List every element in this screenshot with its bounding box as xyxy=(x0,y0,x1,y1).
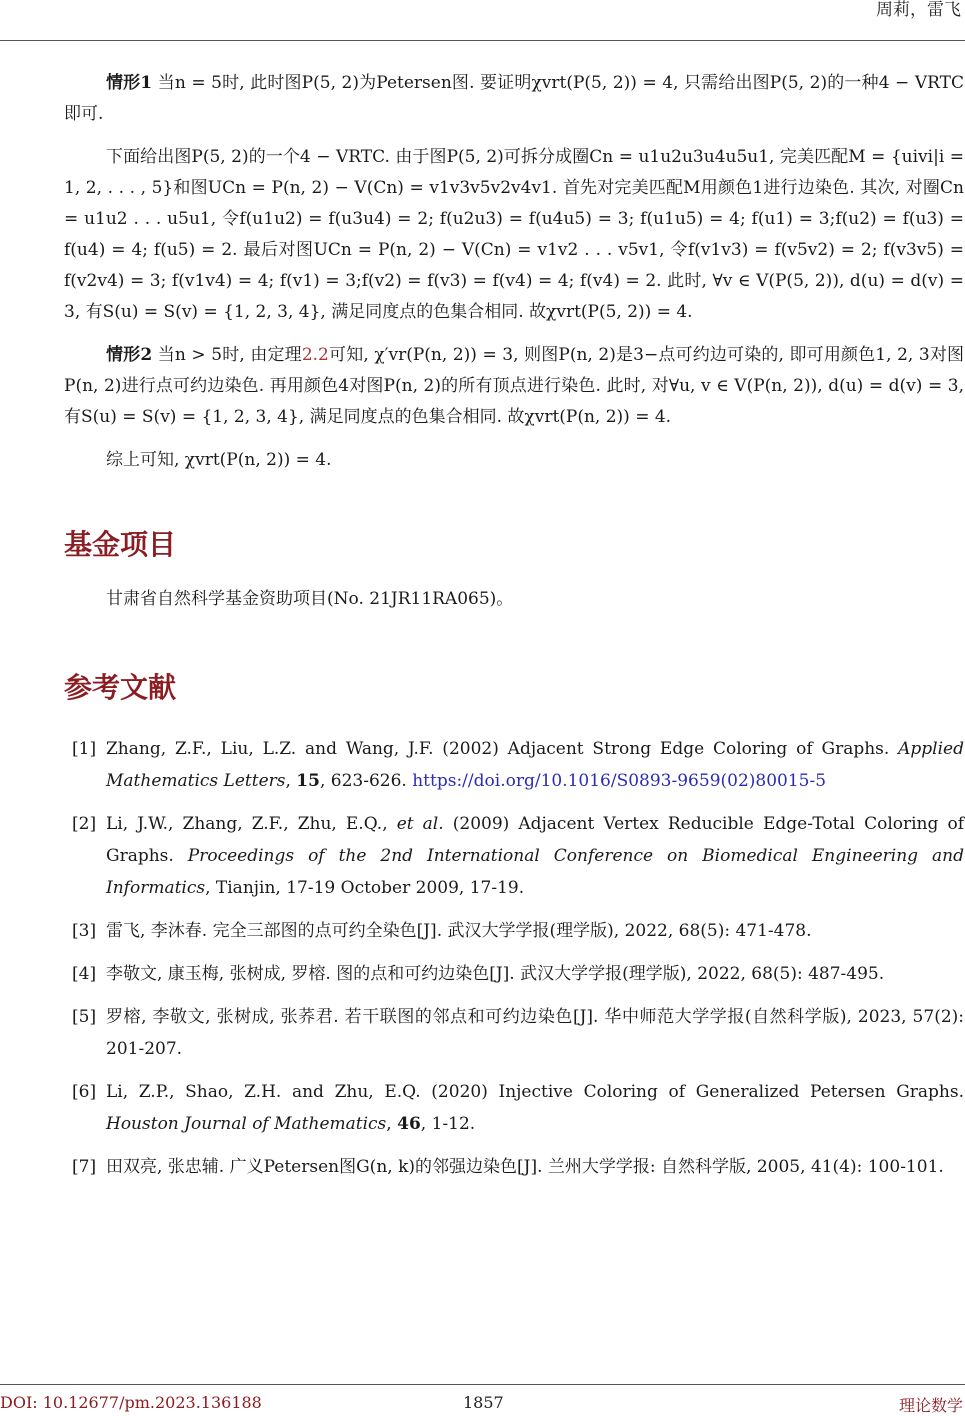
reference-title: (2009) Adjacent Vertex Reducible Edge-Total Coloring of Graphs. xyxy=(106,814,964,866)
reference-sep: , xyxy=(285,771,297,791)
reference-list xyxy=(64,733,964,1183)
reference-number: [2] xyxy=(72,814,97,834)
reference-doi-link[interactable]: https://doi.org/10.1016/S0893-9659(02)80015-5 xyxy=(412,771,827,791)
case2-label: 情形2 xyxy=(106,345,153,365)
case2-paragraph xyxy=(64,340,964,433)
reference-text: 罗榕, 李敬文, 张树成, 张荞君. 若干联图的邻点和可约边染色[J]. 华中师范大学学报(自然科学版), 2023, 57(2): 201-207. xyxy=(106,1007,964,1059)
reference-text: Li, J.W., Zhang, Z.F., Zhu, E.Q., xyxy=(106,814,397,834)
page-number: 1857 xyxy=(463,1393,504,1412)
reference-number: [1] xyxy=(72,739,97,759)
reference-etal: et al. xyxy=(396,814,444,834)
reference-text: 田双亮, 张忠辅. 广义Petersen图G(n, k)的邻强边染色[J]. 兰州大学学报: 自然科学版, 2005, 41(4): 100-101. xyxy=(106,1157,944,1177)
theorem-link[interactable]: 2.2 xyxy=(301,345,329,365)
reference-item xyxy=(64,733,964,797)
footer-journal-link[interactable]: 理论数学 xyxy=(898,1396,963,1415)
reference-text: Li, Z.P., Shao, Z.H. and Zhu, E.Q. (2020) Injective Coloring of Generalized Petersen Graphs. xyxy=(106,1082,964,1102)
summary-paragraph: 综上可知, χvrt(P(n, 2)) = 4. xyxy=(106,450,332,470)
reference-pages: , 1-12. xyxy=(420,1114,476,1134)
footer-rule xyxy=(0,1384,965,1385)
reference-item xyxy=(64,1151,964,1183)
reference-journal: Applied Mathematics Letters xyxy=(106,739,964,791)
main-content xyxy=(64,68,964,1194)
reference-number: [4] xyxy=(72,964,97,984)
reference-text: 李敬文, 康玉梅, 张树成, 罗榕. 图的点和可约边染色[J]. 武汉大学学报(理学版), 2022, 68(5): 487-495. xyxy=(106,964,885,984)
reference-pages: , 623-626. xyxy=(319,771,413,791)
reference-number: [5] xyxy=(72,1007,97,1027)
reference-journal: Houston Journal of Mathematics xyxy=(106,1114,387,1134)
reference-number: [7] xyxy=(72,1157,97,1177)
reference-number: [3] xyxy=(72,921,97,941)
funding-title: 基金项目 xyxy=(64,529,177,560)
reference-item xyxy=(64,1001,964,1065)
reference-text: Zhang, Z.F., Liu, L.Z. and Wang, J.F. (2002) Adjacent Strong Edge Coloring of Graphs. xyxy=(106,739,899,759)
header-rule xyxy=(0,40,965,41)
header-authors: 周莉，雷飞 xyxy=(876,0,961,20)
footer-doi-link[interactable]: DOI: 10.12677/pm.2023.136188 xyxy=(0,1393,262,1412)
case1-text: 当n = 5时, 此时图P(5, 2)为Petersen图. 要证明χvrt(P(5, 2)) = 4, 只需给出图P(5, 2)的一种4 − VRTC即可. xyxy=(64,73,964,124)
references-title: 参考文献 xyxy=(64,672,177,703)
reference-item xyxy=(64,915,964,947)
case1-label: 情形1 xyxy=(106,73,153,93)
reference-number: [6] xyxy=(72,1082,97,1102)
reference-volume: 15 xyxy=(296,771,320,791)
case2-text-before: 当n > 5时, 由定理 xyxy=(157,345,302,365)
reference-pages: , Tianjin, 17-19 October 2009, 17-19. xyxy=(205,878,525,898)
reference-volume: 46 xyxy=(397,1114,421,1134)
construction-paragraph: 下面给出图P(5, 2)的一个4 − VRTC. 由于图P(5, 2)可拆分成圈Cn = u1u2u3u4u5u1, 完美匹配M = {uivi|i = 1, 2, . . . , 5}和图UCn = P(n, 2) − V(Cn) = v1v3v5v2v4v1. 首先对完美匹配M用颜色1进行边染色. 其次, 对圈Cn = u1u2 . . . u5u1, 令f(u1u2) = f(u3u4) = 2; f(u2u3) = f(u4u5) = 3; f(u1u5) = 4; f(u1) = 3;f(u2) = f(u3) = f(u4) = 4; f(u5) = 2. 最后对图UCn = P(n, 2) − V(Cn) = v1v2 . . . v5v1, 令f(v1v3) = f(v5v2) = 2; f(v3v5) = f(v2v4) = 3; f(v1v4) = 4; f(v1) = 3;f(v2) = f(v3) = f(v4) = 4; f(v4) = 2. 此时, ∀v ∈ V(P(5, 2)), d(u) = d(v) = 3, 有S(u) = S(v) = {1, 2, 3, 4}, 满足同度点的色集合相同. 故χvrt(P(5, 2)) = 4. xyxy=(64,147,964,322)
case1-paragraph xyxy=(64,68,964,130)
reference-item xyxy=(64,1076,964,1140)
reference-text: 雷飞, 李沐春. 完全三部图的点可约全染色[J]. 武汉大学学报(理学版), 2022, 68(5): 471-478. xyxy=(106,921,812,941)
reference-item xyxy=(64,808,964,904)
funding-text: 甘肃省自然科学基金资助项目(No. 21JR11RA065)。 xyxy=(106,589,514,609)
case2-text-after: 可知, χ′vr(P(n, 2)) = 3, 则图P(n, 2)是3−点可约边可染的, 即可用颜色1, 2, 3对图P(n, 2)进行点可约边染色. 再用颜色4对图P(n, 2)的所有顶点进行染色. 此时, 对∀u, v ∈ V(P(n, 2)), d(u) = d(v) = 3, 有S(u) = S(v) = {1, 2, 3, 4}, 满足同度点的色集合相同. 故χvrt(P(n, 2)) = 4. xyxy=(64,345,965,427)
reference-item xyxy=(64,958,964,990)
reference-journal: Proceedings of the 2nd International Conference on Biomedical Engineering and Informatics xyxy=(106,846,964,898)
reference-sep: , xyxy=(386,1114,398,1134)
